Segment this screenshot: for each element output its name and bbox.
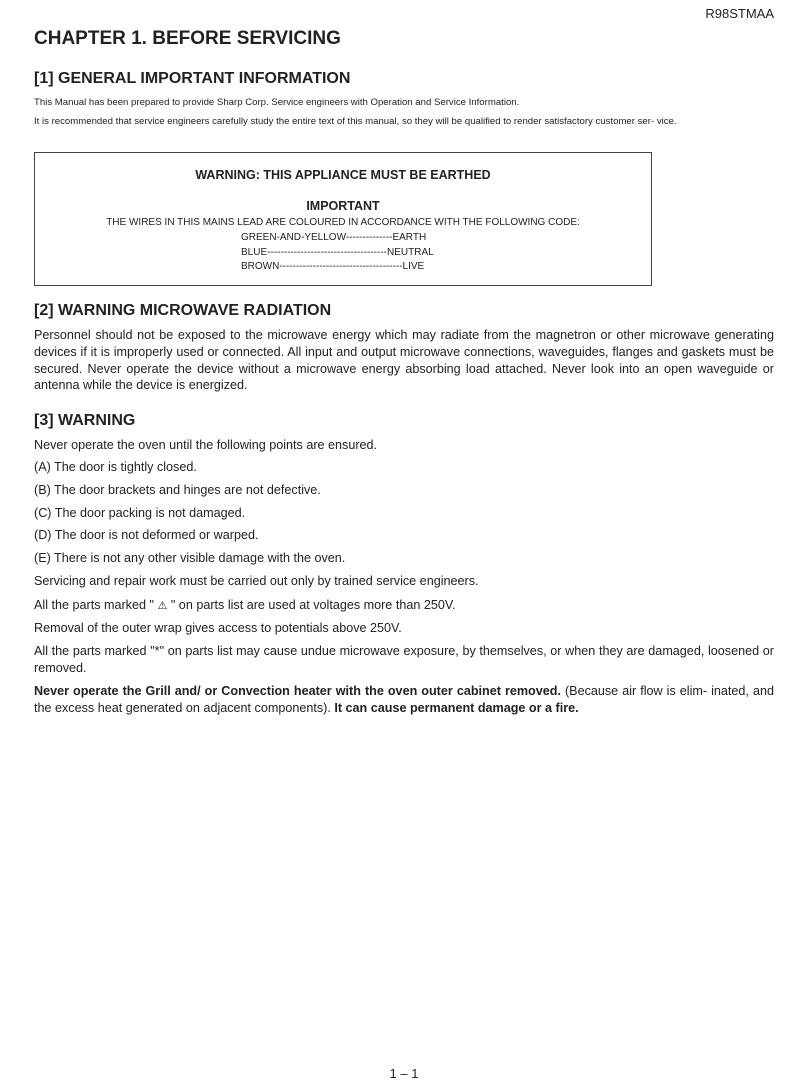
earthing-warning-box — [34, 152, 652, 286]
section-heading-warning: [3] WARNING — [34, 412, 136, 429]
high-voltage-note-prefix: All the parts marked " — [34, 598, 158, 612]
grill-warning — [34, 683, 774, 717]
model-code: R98STMAA — [705, 6, 774, 21]
wire-code-list — [241, 231, 434, 275]
section-heading-general: [1] GENERAL IMPORTANT INFORMATION — [34, 70, 351, 87]
radiation-paragraph: Personnel should not be exposed to the microwave energy which may radiate from the magnetron or other microwave generating devices if it is improperly used or connected. All input and output microwave connections, waveguides, flanges and gaskets must be secured. Never operate the device without a microwave energy absorbing load attached. Never look into an open waveguide or antenna while the device is energized. — [34, 328, 774, 393]
earthing-warning: WARNING: THIS APPLIANCE MUST BE EARTHED — [195, 168, 491, 182]
chapter-title: CHAPTER 1. BEFORE SERVICING — [34, 28, 341, 49]
section-heading-radiation: [2] WARNING MICROWAVE RADIATION — [34, 302, 332, 319]
important-label: IMPORTANT — [306, 199, 380, 213]
wire-code-live: BROWN-------------------------------------LIVE — [241, 261, 425, 272]
high-voltage-note — [34, 597, 774, 615]
wire-code-neutral: BLUE------------------------------------NEUTRAL — [241, 246, 434, 258]
warning-triangle-icon: ⚠ — [157, 600, 168, 612]
check-item-d: (D) The door is not deformed or warped. — [34, 528, 259, 542]
grill-warning-reason: (Because air flow is elim- inated, and the excess heat generated on adjacent components). — [34, 684, 774, 715]
grill-warning-consequence: It can cause permanent damage or a fire. — [334, 700, 579, 715]
outer-wrap-note: Removal of the outer wrap gives access to potentials above 250V. — [34, 621, 402, 635]
check-item-b: (B) The door brackets and hinges are not defective. — [34, 483, 321, 497]
check-item-a: (A) The door is tightly closed. — [34, 460, 197, 474]
grill-warning-bold: Never operate the Grill and/ or Convection heater with the oven outer cabinet removed. — [34, 684, 561, 698]
warning-intro: Never operate the oven until the following points are ensured. — [34, 438, 378, 452]
asterisk-parts-note: All the parts marked "*" on parts list may cause undue microwave exposure, by themselves, or when they are damaged, loosened or removed. — [34, 644, 774, 675]
wire-code-intro: THE WIRES IN THIS MAINS LEAD ARE COLOURED IN ACCORDANCE WITH THE FOLLOWING CODE: — [106, 217, 580, 228]
check-item-e: (E) There is not any other visible damage with the oven. — [34, 551, 346, 565]
check-item-c: (C) The door packing is not damaged. — [34, 506, 246, 520]
page-number: 1 – 1 — [389, 1066, 419, 1081]
wire-code-earth: GREEN-AND-YELLOW--------------EARTH — [241, 232, 427, 243]
general-info-paragraph-2: It is recommended that service engineers carefully study the entire text of this manual, so they will be qualified to render satisfactory customer ser- vice. — [34, 116, 677, 127]
servicing-note: Servicing and repair work must be carried out only by trained service engineers. — [34, 574, 479, 588]
general-info-paragraph-1: This Manual has been prepared to provide Sharp Corp. Service engineers with Operation and Service Information. — [34, 97, 520, 108]
high-voltage-note-suffix: " on parts list are used at voltages more than 250V. — [167, 598, 456, 612]
